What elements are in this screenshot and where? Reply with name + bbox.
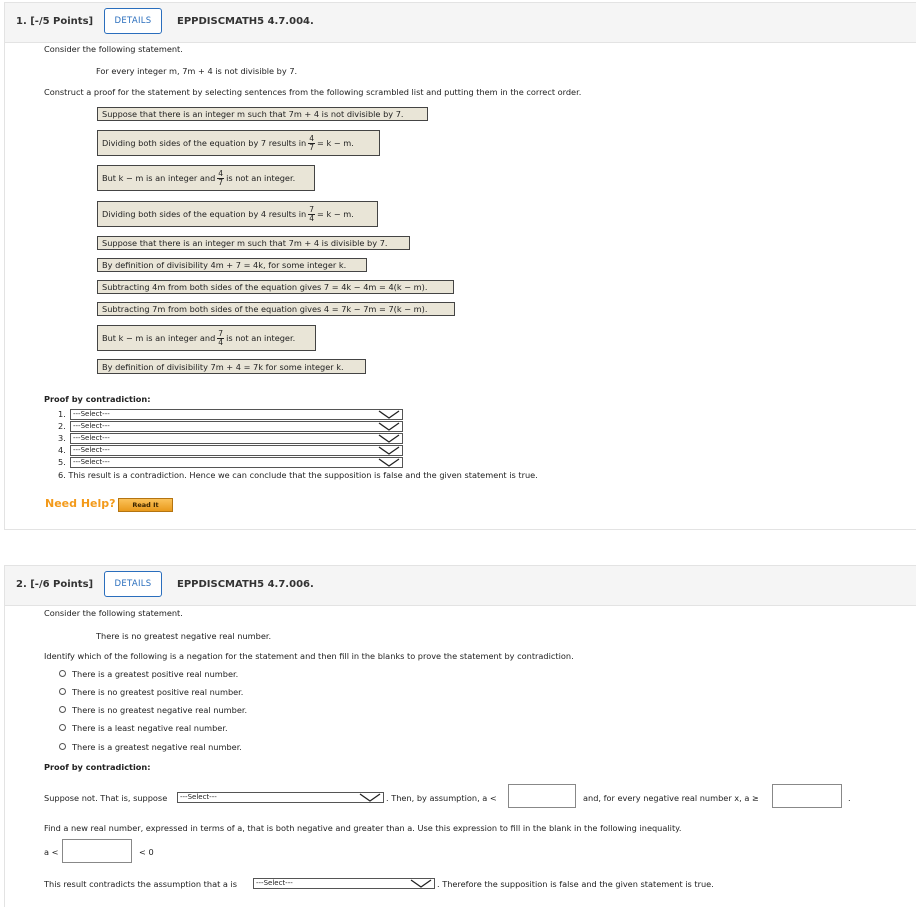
sentence-text: Subtracting 7m from both sides of the equation gives 4 = 7k − 7m = 7(k − m). xyxy=(102,304,428,314)
q2-statement: There is no greatest negative real number. xyxy=(96,631,272,641)
denominator: 7 xyxy=(309,142,315,152)
sentence-text: is not an integer. xyxy=(226,173,296,183)
q1-step6: 6. This result is a contradiction. Hence we can conclude that the supposition is false and the given statement is true. xyxy=(58,470,538,480)
select-value: ---Select--- xyxy=(73,458,110,466)
select-value: ---Select--- xyxy=(73,410,110,418)
numerator: 7 xyxy=(218,328,224,338)
contradicts-text: This result contradicts the assumption that a is xyxy=(44,879,238,889)
scrambled-sentence[interactable] xyxy=(97,201,378,227)
option-label: There is a greatest negative real number. xyxy=(72,742,242,752)
fraction xyxy=(308,206,315,223)
ineq-right: < 0 xyxy=(139,847,154,857)
scrambled-sentence[interactable] xyxy=(97,130,380,156)
find-text: Find a new real number, expressed in terms of a, that is both negative and greater than a. Use this expression to fill in the blank in the following inequality. xyxy=(44,823,682,833)
scrambled-sentence[interactable] xyxy=(97,280,454,294)
scrambled-sentence[interactable] xyxy=(97,107,428,121)
step-number: 2. xyxy=(58,421,66,431)
select-value: ---Select--- xyxy=(73,422,110,430)
scrambled-sentence[interactable] xyxy=(97,258,367,272)
sentence-text: Dividing both sides of the equation by 7 results in xyxy=(102,138,307,148)
fraction xyxy=(217,170,224,187)
answer-input-a-ge[interactable] xyxy=(772,784,842,808)
option-label: There is no greatest positive real number. xyxy=(72,687,244,697)
forevery-text: and, for every negative real number x, a ≥ xyxy=(583,793,759,803)
scrambled-sentence[interactable] xyxy=(97,302,455,316)
question-2-header xyxy=(5,566,916,606)
step-number: 3. xyxy=(58,433,66,443)
question-code: EPPDISCMATH5 4.7.006. xyxy=(177,579,314,590)
fraction xyxy=(308,135,315,152)
sentence-text: By definition of divisibility 7m + 4 = 7k for some integer k. xyxy=(102,361,344,372)
radio-option[interactable] xyxy=(59,670,66,677)
sentence-text: Subtracting 4m from both sides of the equation gives 7 = 4k − 4m = 4(k − m). xyxy=(102,282,428,292)
step-select[interactable] xyxy=(70,457,403,468)
step-number: 1. xyxy=(58,409,66,419)
q1-instruction: Construct a proof for the statement by selecting sentences from the following scrambled list and putting them in the correct order. xyxy=(44,87,582,97)
sentence-text: is not an integer. xyxy=(226,333,296,343)
step-select[interactable] xyxy=(70,433,403,444)
suppose-select[interactable] xyxy=(177,792,384,803)
numerator: 4 xyxy=(218,168,224,178)
answer-input-a-bound[interactable] xyxy=(508,784,576,808)
sentence-text: Suppose that there is an integer m such that 7m + 4 is not divisible by 7. xyxy=(102,109,404,119)
q2-instruction: Identify which of the following is a negation for the statement and then fill in the blanks to prove the statement by contradiction. xyxy=(44,651,574,661)
chevron-down-icon xyxy=(378,458,400,467)
then-text: . Then, by assumption, a < xyxy=(386,793,497,803)
radio-option[interactable] xyxy=(59,743,66,750)
sentence-text: = k − m. xyxy=(317,209,354,219)
chevron-down-icon xyxy=(378,422,400,431)
sentence-text: Suppose that there is an integer m such that 7m + 4 is divisible by 7. xyxy=(102,238,388,248)
answer-input-new-number[interactable] xyxy=(62,839,132,863)
ineq-left: a < xyxy=(44,847,59,857)
scrambled-sentence[interactable] xyxy=(97,165,315,191)
numerator: 4 xyxy=(309,133,315,143)
denominator: 7 xyxy=(218,177,224,187)
select-value: ---Select--- xyxy=(73,446,110,454)
sentence-text: By definition of divisibility 4m + 7 = 4k, for some integer k. xyxy=(102,260,347,270)
option-label: There is a greatest positive real number. xyxy=(72,669,239,679)
suppose-text: Suppose not. That is, suppose xyxy=(44,793,168,803)
q2-proof-title: Proof by contradiction: xyxy=(44,762,151,772)
question-1-header xyxy=(5,3,916,43)
q1-statement: For every integer m, 7m + 4 is not divisible by 7. xyxy=(96,66,298,76)
radio-option[interactable] xyxy=(59,688,66,695)
radio-option[interactable] xyxy=(59,724,66,731)
q2-intro: Consider the following statement. xyxy=(44,608,183,618)
chevron-down-icon xyxy=(378,410,400,419)
sentence-text: But k − m is an integer and xyxy=(102,173,216,183)
contradicts-select[interactable] xyxy=(253,878,435,889)
step-select[interactable] xyxy=(70,445,403,456)
option-label: There is a least negative real number. xyxy=(72,723,228,733)
denominator: 4 xyxy=(309,213,315,223)
details-button[interactable]: DETAILS xyxy=(104,8,162,34)
chevron-down-icon xyxy=(378,446,400,455)
q1-proof-title: Proof by contradiction: xyxy=(44,394,151,404)
question-number: 2. [-/6 Points] xyxy=(16,579,94,590)
question-code: EPPDISCMATH5 4.7.004. xyxy=(177,16,314,27)
chevron-down-icon xyxy=(359,793,381,802)
select-value: ---Select--- xyxy=(73,434,110,442)
scrambled-sentence[interactable] xyxy=(97,236,410,250)
chevron-down-icon xyxy=(378,434,400,443)
read-it-button[interactable]: Read It xyxy=(118,498,173,512)
period: . xyxy=(848,793,851,803)
question-number: 1. [-/5 Points] xyxy=(16,16,94,27)
denominator: 4 xyxy=(218,337,224,347)
select-value: ---Select--- xyxy=(180,793,217,801)
step-number: 4. xyxy=(58,445,66,455)
sentence-text: Dividing both sides of the equation by 4 results in xyxy=(102,209,307,219)
numerator: 7 xyxy=(309,204,315,214)
scrambled-sentence[interactable] xyxy=(97,325,316,351)
select-value: ---Select--- xyxy=(256,879,293,887)
need-help-label: Need Help? xyxy=(45,497,116,510)
option-label: There is no greatest negative real number. xyxy=(72,705,248,715)
step-number: 5. xyxy=(58,457,66,467)
sentence-text: = k − m. xyxy=(317,138,354,148)
radio-option[interactable] xyxy=(59,706,66,713)
therefore-text: . Therefore the supposition is false and the given statement is true. xyxy=(437,879,714,889)
step-select[interactable] xyxy=(70,409,403,420)
q1-intro: Consider the following statement. xyxy=(44,44,183,54)
scrambled-sentence[interactable] xyxy=(97,359,366,374)
step-select[interactable] xyxy=(70,421,403,432)
sentence-text: But k − m is an integer and xyxy=(102,333,216,343)
details-button[interactable]: DETAILS xyxy=(104,571,162,597)
chevron-down-icon xyxy=(410,879,432,888)
fraction xyxy=(217,330,224,347)
